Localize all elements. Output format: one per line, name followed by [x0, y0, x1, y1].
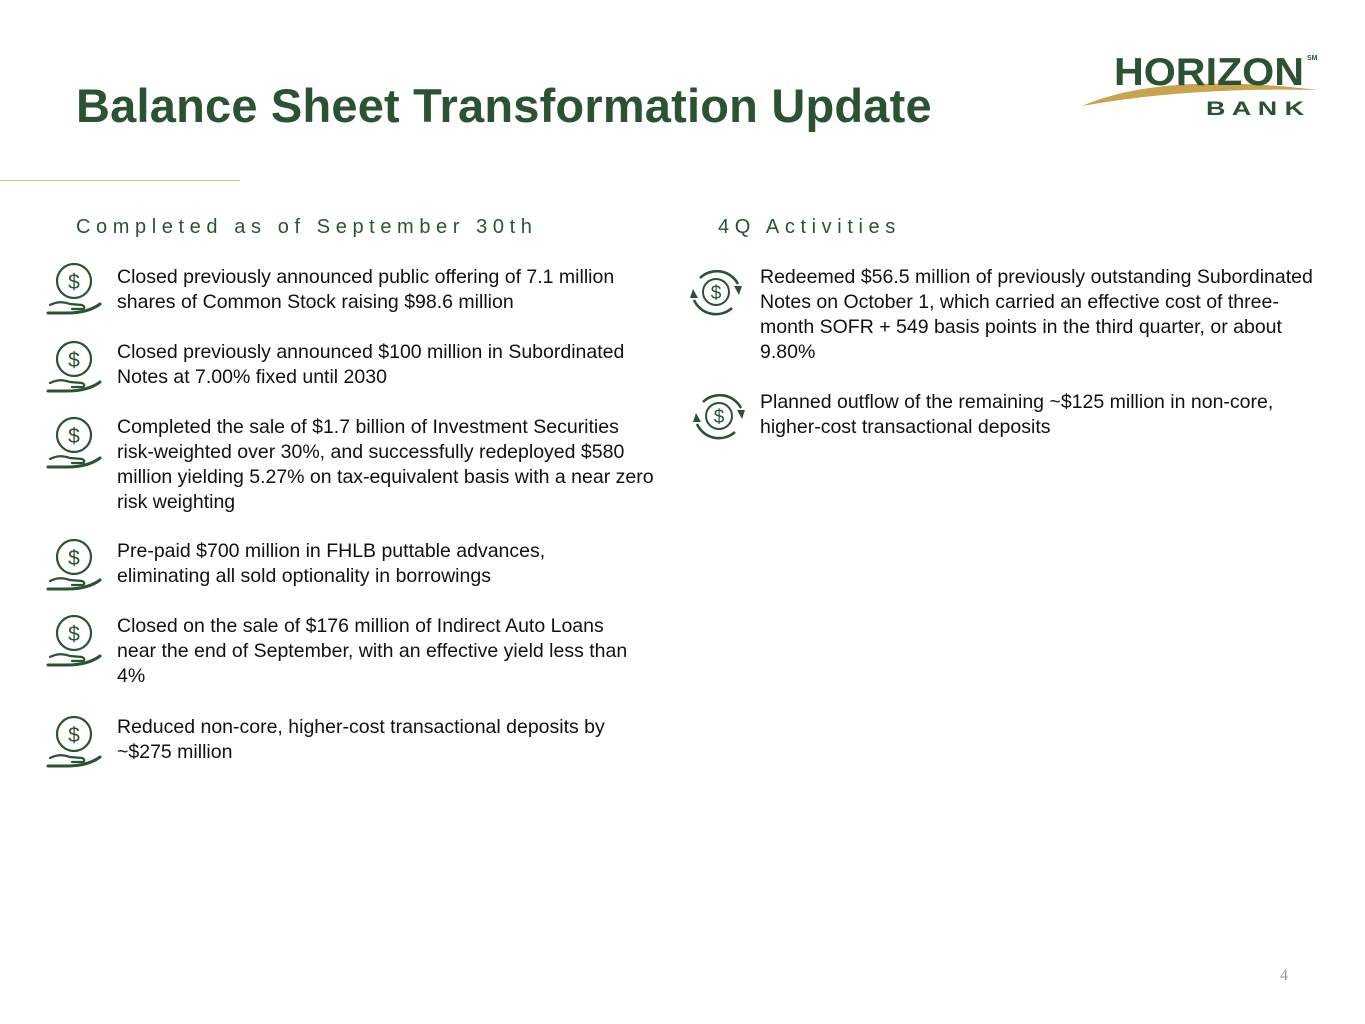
list-item-text: Closed on the sale of $176 million of Indirect Auto Loans near the end of September, with an effective yield less than 4% — [117, 615, 628, 687]
svg-text:$: $ — [68, 425, 80, 448]
dollar-hand-icon — [46, 262, 104, 322]
dollar-cycle-icon — [689, 388, 751, 446]
dollar-cycle-icon — [686, 264, 748, 322]
dollar-hand-icon — [46, 715, 104, 775]
dollar-hand-icon — [46, 340, 104, 400]
page-number: 4 — [1280, 967, 1288, 984]
svg-text:$: $ — [68, 271, 80, 294]
dollar-hand-icon — [46, 538, 104, 598]
svg-text:$: $ — [68, 623, 80, 646]
list-item-text: Pre-paid $700 million in FHLB puttable advances, eliminating all sold optionality in borrowings — [117, 540, 546, 587]
svg-text:$: $ — [68, 547, 80, 570]
logo-bank: B A N K — [1206, 99, 1305, 120]
svg-text:$: $ — [68, 724, 80, 747]
list-item-text: Reduced non-core, higher-cost transactional deposits by ~$275 million — [117, 716, 605, 763]
svg-text:$: $ — [713, 407, 725, 428]
dollar-hand-icon — [46, 614, 104, 674]
title-divider — [0, 180, 240, 181]
list-item-text: Redeemed $56.5 million of previously outstanding Subordinated Notes on October 1, which carried an effective cost of three-month SOFR + 549 basis points in the third quarter, or about 9.80% — [760, 266, 1313, 363]
svg-text:$: $ — [710, 283, 722, 304]
list-item-text: Closed previously announced $100 million in Subordinated Notes at 7.00% fixed until 2030 — [117, 341, 625, 388]
logo-name: HORIZON — [1114, 51, 1304, 94]
completed-heading: Completed as of September 30th — [76, 216, 538, 238]
list-item-text: Completed the sale of $1.7 billion of Investment Securities risk-weighted over 30%, and successfully redeployed $580 million yielding 5.27% on tax-equivalent basis with a near zero risk weighting — [117, 416, 654, 513]
list-item-text: Closed previously announced public offering of 7.1 million shares of Common Stock raising $98.6 million — [117, 266, 615, 313]
page-title: Balance Sheet Transformation Update — [76, 79, 932, 132]
dollar-hand-icon — [46, 416, 104, 476]
q4-activities-heading: 4Q Activities — [718, 216, 901, 238]
svg-text:$: $ — [68, 349, 80, 372]
logo-service-mark: SM — [1307, 55, 1318, 62]
horizon-bank-logo — [1078, 44, 1323, 124]
list-item-text: Planned outflow of the remaining ~$125 million in non-core, higher-cost transactional deposits — [760, 391, 1274, 438]
